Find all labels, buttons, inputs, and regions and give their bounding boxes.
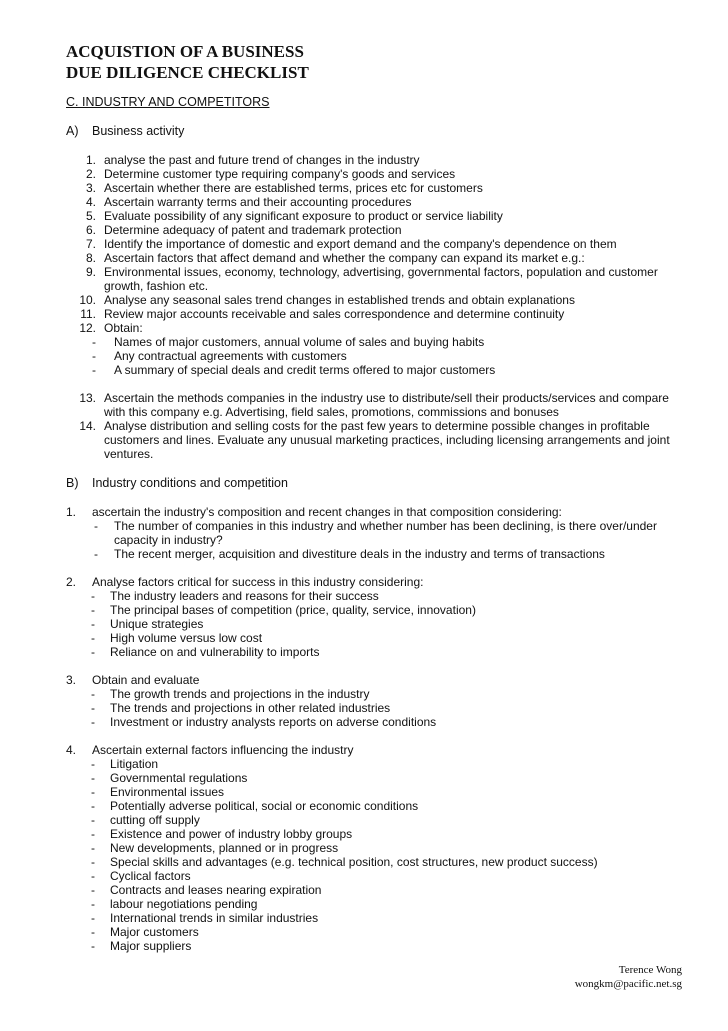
list-item-number: 9. <box>85 265 96 279</box>
list-item-text: Environmental issues, economy, technology, advertising, governmental factors, population and customer <box>104 265 658 279</box>
part-b-label: B) <box>66 476 79 490</box>
dash-bullet: - <box>94 519 98 533</box>
list-item-text: Analyse distribution and selling costs for the past few years to determine possible changes in profitable <box>104 419 650 433</box>
sub-item-text: Special skills and advantages (e.g. technical position, cost structures, new product success) <box>110 855 598 869</box>
sub-item-text: The recent merger, acquisition and divestiture deals in the industry and terms of transactions <box>114 547 605 561</box>
dash-bullet: - <box>92 349 96 363</box>
dash-bullet: - <box>91 883 95 897</box>
group-heading: Analyse factors critical for success in this industry considering: <box>92 575 424 589</box>
sub-item-text: A summary of special deals and credit terms offered to major customers <box>114 363 496 377</box>
sub-item-text: capacity in industry? <box>114 533 223 547</box>
group-number: 2. <box>66 575 77 589</box>
sub-item-text: Governmental regulations <box>110 771 248 785</box>
sub-item-text: Reliance on and vulnerability to imports <box>110 645 320 659</box>
sub-item-text: Names of major customers, annual volume of sales and buying habits <box>114 335 485 349</box>
list-item-number: 2. <box>85 167 96 181</box>
list-item-number: 11. <box>80 307 96 321</box>
document-title-line1: ACQUISTION OF A BUSINESS <box>66 42 304 61</box>
dash-bullet: - <box>91 715 95 729</box>
list-item-number: 7. <box>85 237 96 251</box>
author-email: wongkm@pacific.net.sg <box>574 978 682 990</box>
list-item-number: 13. <box>79 391 96 405</box>
group-heading: ascertain the industry's composition and recent changes in that composition considering: <box>92 505 562 519</box>
list-item-number: 4. <box>85 195 96 209</box>
sub-item-text: The principal bases of competition (price, quality, service, innovation) <box>110 603 476 617</box>
group-number: 1. <box>66 505 77 519</box>
dash-bullet: - <box>91 799 95 813</box>
list-item-text: Obtain: <box>104 321 143 335</box>
dash-bullet: - <box>91 785 95 799</box>
list-item-number: 8. <box>85 251 96 265</box>
sub-item-text: labour negotiations pending <box>110 897 258 911</box>
dash-bullet: - <box>91 589 95 603</box>
list-item-text: Review major accounts receivable and sales correspondence and determine continuity <box>104 307 565 321</box>
dash-bullet: - <box>91 645 95 659</box>
dash-bullet: - <box>91 771 95 785</box>
sub-item-text: Existence and power of industry lobby groups <box>110 827 353 841</box>
sub-item-text: cutting off supply <box>110 813 200 827</box>
list-item-number: 10. <box>79 293 96 307</box>
part-a-heading: Business activity <box>92 124 185 138</box>
document-title-line2: DUE DILIGENCE CHECKLIST <box>66 63 309 82</box>
dash-bullet: - <box>91 925 95 939</box>
dash-bullet: - <box>91 813 95 827</box>
dash-bullet: - <box>91 603 95 617</box>
sub-item-text: Contracts and leases nearing expiration <box>110 883 322 897</box>
list-item-text: Ascertain whether there are established terms, prices etc for customers <box>104 181 483 195</box>
sub-item-text: Investment or industry analysts reports on adverse conditions <box>110 715 437 729</box>
dash-bullet: - <box>91 631 95 645</box>
dash-bullet: - <box>91 757 95 771</box>
sub-item-text: The industry leaders and reasons for their success <box>110 589 379 603</box>
dash-bullet: - <box>91 841 95 855</box>
list-item-text: Determine adequacy of patent and trademark protection <box>104 223 402 237</box>
list-item-text: with this company e.g. Advertising, field sales, promotions, commissions and bonuses <box>104 405 559 419</box>
list-item-number: 3. <box>85 181 96 195</box>
list-item-text: customers and lines. Evaluate any unusual marketing practices, including licensing arrangements and joint <box>104 433 670 447</box>
dash-bullet: - <box>91 897 95 911</box>
group-heading: Obtain and evaluate <box>92 673 200 687</box>
sub-item-text: Major suppliers <box>110 939 192 953</box>
list-item-text: ventures. <box>104 447 154 461</box>
dash-bullet: - <box>91 701 95 715</box>
sub-item-text: Any contractual agreements with customers <box>114 349 347 363</box>
dash-bullet: - <box>91 617 95 631</box>
sub-item-text: Major customers <box>110 925 199 939</box>
list-item-text: Analyse any seasonal sales trend changes in established trends and obtain explanations <box>104 293 575 307</box>
sub-item-text: Environmental issues <box>110 785 225 799</box>
sub-item-text: New developments, planned or in progress <box>110 841 339 855</box>
list-item-text: Identify the importance of domestic and export demand and the company's dependence on them <box>104 237 617 251</box>
list-item-text: growth, fashion etc. <box>104 279 209 293</box>
part-a-label: A) <box>66 124 79 138</box>
dash-bullet: - <box>91 855 95 869</box>
list-item-text: Ascertain warranty terms and their accounting procedures <box>104 195 412 209</box>
dash-bullet: - <box>92 363 96 377</box>
dash-bullet: - <box>92 335 96 349</box>
dash-bullet: - <box>91 911 95 925</box>
sub-item-text: The trends and projections in other related industries <box>110 701 391 715</box>
sub-item-text: The growth trends and projections in the industry <box>110 687 370 701</box>
list-item-text: Ascertain the methods companies in the industry use to distribute/sell their products/services and compare <box>104 391 669 405</box>
sub-item-text: Unique strategies <box>110 617 204 631</box>
list-item-text: Evaluate possibility of any significant exposure to product or service liability <box>104 209 503 223</box>
sub-item-text: Litigation <box>110 757 159 771</box>
group-number: 4. <box>66 743 77 757</box>
list-item-number: 6. <box>85 223 96 237</box>
list-item-number: 12. <box>79 321 96 335</box>
group-heading: Ascertain external factors influencing the industry <box>92 743 354 757</box>
dash-bullet: - <box>94 547 98 561</box>
sub-item-text: High volume versus low cost <box>110 631 263 645</box>
group-number: 3. <box>66 673 77 687</box>
author-name: Terence Wong <box>618 964 682 976</box>
list-item-number: 5. <box>85 209 96 223</box>
list-item-text: Determine customer type requiring company's goods and services <box>104 167 456 181</box>
section-heading: C. INDUSTRY AND COMPETITORS <box>66 95 270 109</box>
list-item-number: 14. <box>79 419 96 433</box>
sub-item-text: Potentially adverse political, social or economic conditions <box>110 799 419 813</box>
list-item-text: analyse the past and future trend of changes in the industry <box>104 153 420 167</box>
sub-item-text: Cyclical factors <box>110 869 191 883</box>
part-b-heading: Industry conditions and competition <box>92 476 288 490</box>
dash-bullet: - <box>91 869 95 883</box>
dash-bullet: - <box>91 939 95 953</box>
dash-bullet: - <box>91 827 95 841</box>
list-item-text: Ascertain factors that affect demand and whether the company can expand its market e.g.: <box>104 251 585 265</box>
list-item-number: 1. <box>85 153 96 167</box>
sub-item-text: The number of companies in this industry and whether number has been declining, is there over/under <box>114 519 657 533</box>
sub-item-text: International trends in similar industries <box>110 911 319 925</box>
dash-bullet: - <box>91 687 95 701</box>
